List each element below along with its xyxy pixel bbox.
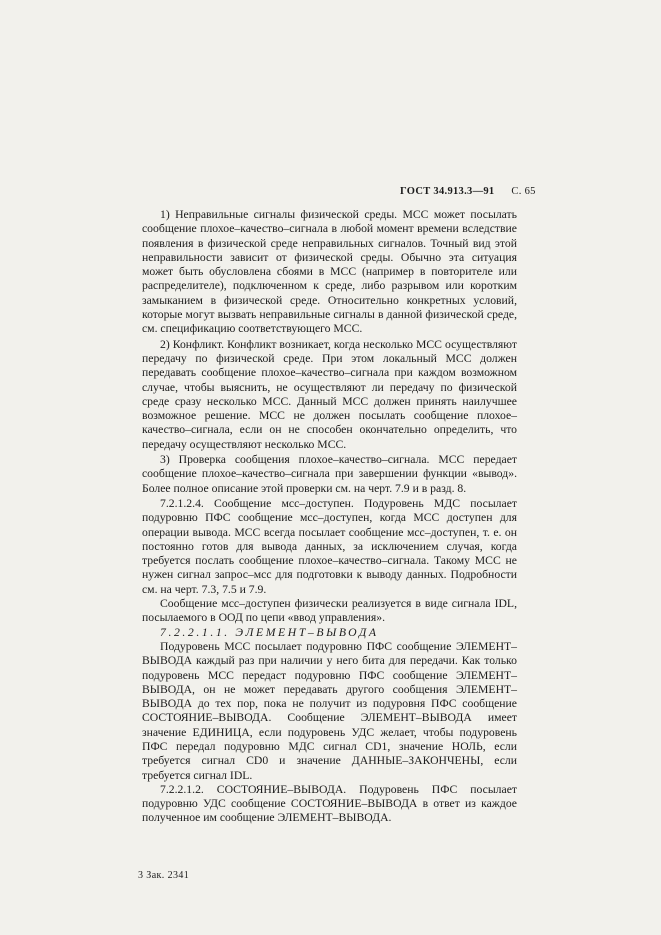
paragraph: 2) Конфликт. Конфликт возникает, когда несколько МСС осуществляют передачу по физической среде. При этом локальный МСС должен передавать сообщение плохое–качество–сигнала при каждом возможном случае, чтобы выяснить, не осуществляют ли передачу по физической среде сразу несколько МСС. Данный МСС должен принять наилучшее возможное решение. МСС не должен посылать сообщение плохое–качество–сигнала, если он не способен окончательно определить, что передачу осуществляют несколько МСС. [142,337,517,451]
paragraph: 7.2.1.2.4. Сообщение мсс–доступен. Подуровень МДС посылает подуровню ПФС сообщение мсс–доступен, когда МСС доступен для операции вывода. МСС всегда посылает сообщение мсс–доступен, т. е. он постоянно готов для вывода данных, за исключением случая, когда требуется послать сообщение плохое–качество–сигнала. Такому МСС не нужен сигнал запрос–мсс для подготовки к выводу данных. Подробности см. на черт. 7.3, 7.5 и 7.9. [142,496,517,596]
paragraph: Подуровень МСС посылает подуровню ПФС сообщение ЭЛЕМЕНТ–ВЫВОДА каждый раз при наличии у него бита для передачи. Как только подуровень МСС передаст подуровню ПФС сообщение ЭЛЕМЕНТ–ВЫВОДА, он не может передавать другого сообщения ЭЛЕМЕНТ–ВЫВОДА до тех пор, пока не получит из подуровня ПФС сообщение СОСТОЯНИЕ–ВЫВОДА. Сообщение ЭЛЕМЕНТ–ВЫВОДА имеет значение ЕДИНИЦА, если подуровень УДС желает, чтобы подуровень ПФС передал подуровню МДС сигнал CD1, значение НОЛЬ, если требуется сигнал CD0 и значение ДАННЫЕ–ЗАКОНЧЕНЫ, если требуется сигнал IDL. [142,639,517,782]
paragraph: 1) Неправильные сигналы физической среды. МСС может посылать сообщение плохое–качество–сигнала в любой момент времени вследствие появления в физической среде неправильных сигналов. Точный вид этой неправильности зависит от физической среды. Обычно эта ситуация может быть обусловлена сбоями в МСС (например в повторителе или распределителе), подключенном к среде, либо разрывом или коротким замыканием в физической среде. Относительно конкретных условий, которые могут вызвать неправильные сигналы в данной физической среде, см. спецификацию соответствующего МСС. [142,208,517,336]
standard-number: ГОСТ 34.913.3—91 [400,186,495,197]
print-order-mark: 3 Зак. 2341 [138,870,190,881]
paragraph: Сообщение мсс–доступен физически реализуется в виде сигнала IDL, посылаемого в ООД по цепи «ввод управления». [142,597,517,625]
page-header [400,186,632,197]
paragraph: 3) Проверка сообщения плохое–качество–сигнала. МСС передает сообщение плохое–качество–сигнала при завершении функции «вывод». Более полное описание этой проверки см. на черт. 7.9 и в разд. 8. [142,453,517,495]
section-heading: 7.2.2.1.1. ЭЛЕМЕНТ–ВЫВОДА [160,625,379,639]
page-number: С. 65 [511,186,536,197]
paragraph: 7.2.2.1.2. СОСТОЯНИЕ–ВЫВОДА. Подуровень ПФС посылает подуровню УДС сообщение СОСТОЯНИЕ–ВЫВОДА в ответ из каждое полученное им сообщение ЭЛЕМЕНТ–ВЫВОДА. [142,782,517,825]
body-text [142,208,517,826]
